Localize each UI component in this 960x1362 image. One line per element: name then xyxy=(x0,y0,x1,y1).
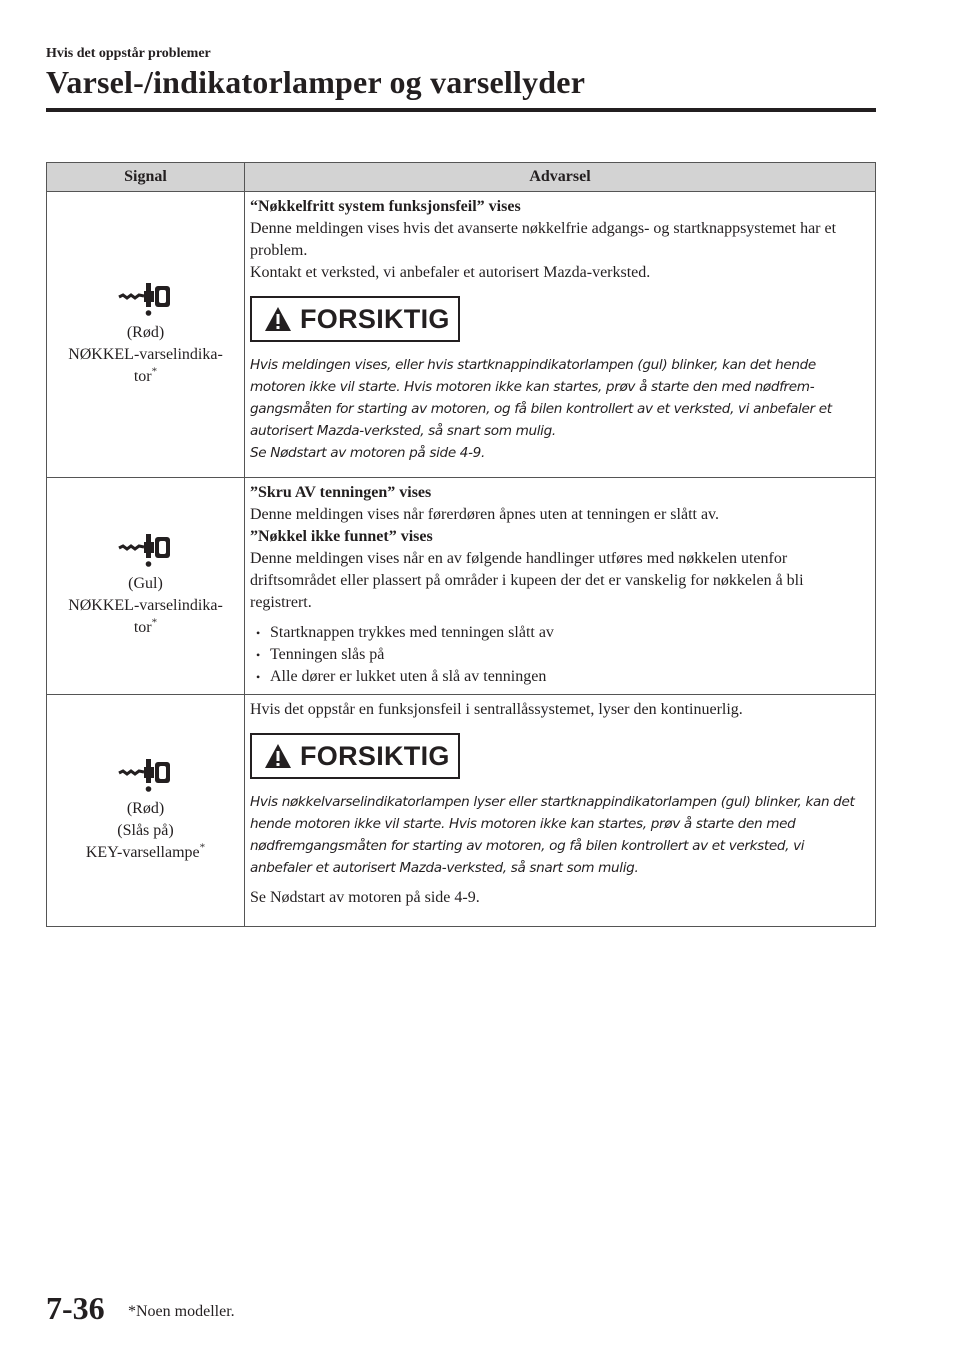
table-row xyxy=(47,192,876,478)
signal-name-line2: tor* xyxy=(133,616,158,636)
signal-name: KEY-varsellampe* xyxy=(85,841,206,861)
caution-label: FORSIKTIG xyxy=(300,304,450,334)
list-item: • Alle dører er lukket uten å slå av tenningen xyxy=(250,666,869,688)
footnote: *Noen modeller. xyxy=(128,1303,235,1320)
caution-text: Hvis nøkkelvarselindikatorlampen lyser eller startknappindikatorlampen (gul) blinker, kan det hende motoren ikke vil starte. Hvis motoren ikke kan startes, prøv å starte den med nødfremgangsmåten for starting av motoren, og få bilen kontrollert av et verksted, vi anbefaler et autorisert Mazda-verksted, så snart som mulig. xyxy=(250,794,855,876)
warning-cell xyxy=(245,192,876,478)
warning-triangle-icon xyxy=(264,743,292,769)
table-row xyxy=(47,478,876,695)
signal-color: (Rød) xyxy=(126,799,165,817)
footnote-marker: * xyxy=(151,616,158,629)
signal-name-line2: tor* xyxy=(133,365,158,385)
warning-triangle-icon xyxy=(264,306,292,332)
page-title: Varsel-/indikatorlamper og varsellyder xyxy=(46,64,586,100)
warning-cell xyxy=(245,695,876,927)
table-header-row xyxy=(47,163,876,192)
message-heading: “Nøkkelfritt system funksjonsfeil” vises xyxy=(250,198,521,215)
signal-color: (Rød) xyxy=(126,323,165,341)
title-rule xyxy=(46,108,876,112)
signal-color: (Gul) xyxy=(128,575,163,592)
message-text: Denne meldingen vises hvis det avanserte nøkkelfrie adgangs- og startknappsystemet har et problem. xyxy=(250,220,837,259)
warning-cell xyxy=(245,478,876,695)
signal-cell xyxy=(47,478,245,695)
section-label: Hvis det oppstår problemer xyxy=(46,46,211,61)
message-text: Hvis det oppstår en funksjonsfeil i sentrallåssystemet, lyser den kontinuerlig. xyxy=(250,701,743,718)
message-text: Denne meldingen vises når en av følgende handlinger utføres med nøkkelen utenfor driftsområdet eller plassert på områder i kupeen der det er vanskelig for nøkkelen å bli registrert. xyxy=(250,550,804,611)
column-header-signal: Signal xyxy=(47,163,245,192)
column-header-warning: Advarsel xyxy=(245,163,876,192)
message-heading: ”Skru AV tenningen” vises xyxy=(250,484,432,501)
footnote-marker: * xyxy=(199,841,206,854)
page-number: 7-36 xyxy=(46,1290,105,1326)
caution-box xyxy=(250,296,460,342)
caution-box xyxy=(250,733,460,779)
signal-name-line1: NØKKEL-varselindika- xyxy=(68,345,223,363)
footnote-marker: * xyxy=(151,365,158,378)
message-text: Kontakt et verksted, vi anbefaler et autorisert Mazda-verksted. xyxy=(250,264,651,281)
list-item: • Tenningen slås på xyxy=(250,644,869,666)
reference-text: Se Nødstart av motoren på side 4-9. xyxy=(250,889,480,906)
signal-cell xyxy=(47,192,245,478)
caution-reference: Se Nødstart av motoren på side 4-9. xyxy=(250,445,485,461)
key-warning-icon xyxy=(117,758,175,794)
message-heading: ”Nøkkel ikke funnet” vises xyxy=(250,528,433,545)
list-item: • Startknappen trykkes med tenningen slått av xyxy=(250,622,869,644)
warning-table xyxy=(46,162,876,927)
caution-text: Hvis meldingen vises, eller hvis startknappindikatorlampen (gul) blinker, kan det hende motoren ikke vil starte. Hvis motoren ikke kan startes, prøv å starte den med nødfremgangsmåten for starting av motoren, og få bilen kontrollert av et verksted, vi anbefaler et autorisert Mazda-verksted, så snart som mulig. xyxy=(250,357,832,439)
message-text: Denne meldingen vises når førerdøren åpnes uten at tenningen er slått av. xyxy=(250,506,720,523)
caution-label: FORSIKTIG xyxy=(300,741,450,771)
table-row xyxy=(47,695,876,927)
key-warning-icon xyxy=(117,533,175,569)
signal-state: (Slås på) xyxy=(117,821,174,839)
signal-name-line1: NØKKEL-varselindika- xyxy=(68,597,223,614)
action-list xyxy=(250,622,869,688)
key-warning-icon xyxy=(117,282,175,318)
signal-cell xyxy=(47,695,245,927)
